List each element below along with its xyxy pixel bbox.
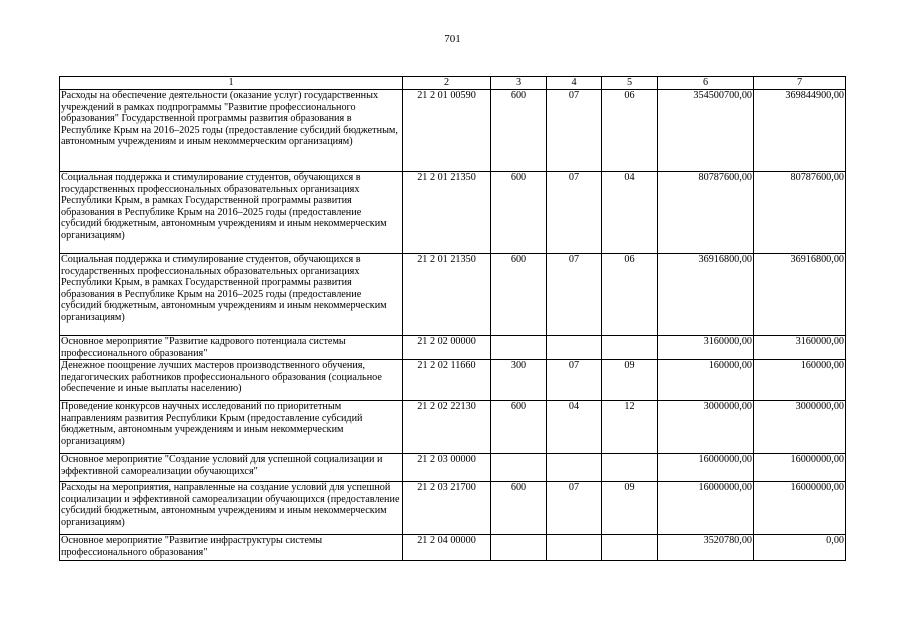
table-row [60, 336, 846, 360]
row-name: Проведение конкурсов научных исследований по приоритетным направлениям развития Республики Крым (предоставление субсидий бюджетным, автономным учреждениям и иным некоммерческим организациям) [60, 401, 403, 454]
row-amount-1: 3160000,00 [658, 336, 754, 360]
row-expense-type: 600 [491, 401, 547, 454]
row-section: 07 [547, 360, 602, 401]
column-header-6: 6 [658, 77, 754, 90]
row-subsection: 06 [602, 90, 658, 172]
row-amount-1: 160000,00 [658, 360, 754, 401]
row-subsection [602, 336, 658, 360]
row-amount-2: 36916800,00 [754, 254, 846, 336]
row-name: Основное мероприятие "Создание условий для успешной социализации и эффективной самореализации обучающихся" [60, 454, 403, 482]
budget-table [59, 76, 846, 561]
row-name: Основное мероприятие "Развитие кадрового потенциала системы профессионального образования" [60, 336, 403, 360]
column-header-row [60, 77, 846, 90]
row-expense-type: 300 [491, 360, 547, 401]
row-code: 21 2 04 00000 [403, 535, 491, 561]
row-name: Расходы на мероприятия, направленные на создание условий для успешной социализации и эффективной самореализации обучающихся (предоставление субсидий бюджетным, автономным учреждениям и иным некоммерческим организациям) [60, 482, 403, 535]
row-code: 21 2 02 00000 [403, 336, 491, 360]
row-subsection [602, 535, 658, 561]
row-code: 21 2 01 21350 [403, 172, 491, 254]
row-amount-2: 80787600,00 [754, 172, 846, 254]
table-row [60, 482, 846, 535]
row-amount-2: 16000000,00 [754, 454, 846, 482]
row-code: 21 2 03 21700 [403, 482, 491, 535]
row-expense-type: 600 [491, 482, 547, 535]
row-section [547, 535, 602, 561]
column-header-7: 7 [754, 77, 846, 90]
row-subsection: 04 [602, 172, 658, 254]
row-name: Социальная поддержка и стимулирование студентов, обучающихся в государственных профессиональных образовательных организациях Республики Крым, в рамках Государственной программы развития образования в Республике Крым на 2016–2025 годы (предоставление субсидий бюджетным, автономным учреждениям и иным некоммерческим организациям) [60, 172, 403, 254]
table-row [60, 401, 846, 454]
row-amount-1: 16000000,00 [658, 454, 754, 482]
row-code: 21 2 01 00590 [403, 90, 491, 172]
row-section: 07 [547, 482, 602, 535]
table-row [60, 172, 846, 254]
column-header-2: 2 [403, 77, 491, 90]
table-row [60, 535, 846, 561]
row-amount-2: 16000000,00 [754, 482, 846, 535]
row-amount-1: 80787600,00 [658, 172, 754, 254]
row-amount-2: 3000000,00 [754, 401, 846, 454]
row-section: 07 [547, 90, 602, 172]
row-section [547, 454, 602, 482]
column-header-3: 3 [491, 77, 547, 90]
row-subsection [602, 454, 658, 482]
row-amount-1: 36916800,00 [658, 254, 754, 336]
row-code: 21 2 02 22130 [403, 401, 491, 454]
row-name: Основное мероприятие "Развитие инфраструктуры системы профессионального образования" [60, 535, 403, 561]
row-subsection: 09 [602, 360, 658, 401]
row-expense-type: 600 [491, 254, 547, 336]
row-code: 21 2 02 11660 [403, 360, 491, 401]
column-header-5: 5 [602, 77, 658, 90]
row-expense-type: 600 [491, 90, 547, 172]
table-row [60, 90, 846, 172]
row-section [547, 336, 602, 360]
row-amount-2: 3160000,00 [754, 336, 846, 360]
column-header-4: 4 [547, 77, 602, 90]
row-amount-1: 354500700,00 [658, 90, 754, 172]
table-row [60, 360, 846, 401]
row-subsection: 12 [602, 401, 658, 454]
row-code: 21 2 03 00000 [403, 454, 491, 482]
row-expense-type [491, 336, 547, 360]
column-header-1: 1 [60, 77, 403, 90]
table-row [60, 254, 846, 336]
table-row [60, 454, 846, 482]
row-subsection: 09 [602, 482, 658, 535]
row-amount-2: 160000,00 [754, 360, 846, 401]
row-amount-2: 0,00 [754, 535, 846, 561]
page-number: 701 [444, 33, 461, 45]
row-name: Социальная поддержка и стимулирование студентов, обучающихся в государственных профессиональных образовательных организациях Республики Крым, в рамках Государственной программы развития образования в Республике Крым на 2016–2025 годы (предоставление субсидий бюджетным, автономным учреждениям и иным некоммерческим организациям) [60, 254, 403, 336]
row-section: 07 [547, 172, 602, 254]
row-amount-1: 16000000,00 [658, 482, 754, 535]
row-code: 21 2 01 21350 [403, 254, 491, 336]
row-amount-1: 3520780,00 [658, 535, 754, 561]
row-expense-type: 600 [491, 172, 547, 254]
row-section: 07 [547, 254, 602, 336]
row-expense-type [491, 535, 547, 561]
row-section: 04 [547, 401, 602, 454]
row-name: Денежное поощрение лучших мастеров производственного обучения, педагогических работников профессионального образования (социальное обеспечение и иные выплаты населению) [60, 360, 403, 401]
row-amount-1: 3000000,00 [658, 401, 754, 454]
row-amount-2: 369844900,00 [754, 90, 846, 172]
row-name: Расходы на обеспечение деятельности (оказание услуг) государственных учреждений в рамках подпрограммы "Развитие профессионального образования" Государственной программы развития образования в Республике Крым на 2016–2025 годы (предоставление субсидий бюджетным, автономным учреждениям и иным некоммерческим организациям) [60, 90, 403, 172]
row-expense-type [491, 454, 547, 482]
row-subsection: 06 [602, 254, 658, 336]
